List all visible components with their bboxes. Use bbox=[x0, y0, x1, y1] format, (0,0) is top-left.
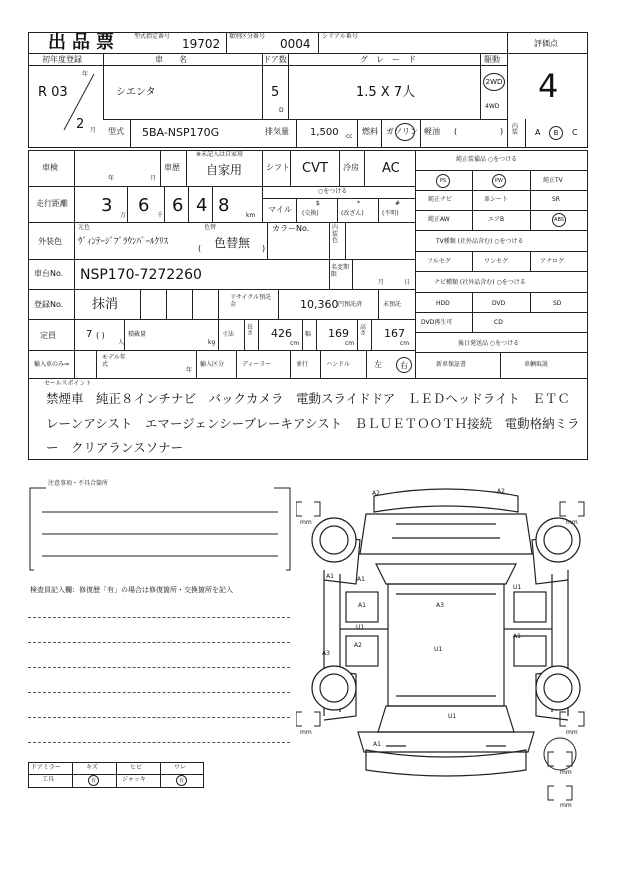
note-line bbox=[28, 742, 290, 743]
divider bbox=[262, 198, 415, 199]
damage-mark: A1 bbox=[326, 573, 334, 580]
divider bbox=[415, 352, 588, 353]
divider bbox=[28, 186, 415, 187]
divider bbox=[357, 119, 358, 148]
recycle-unit: 円預託済 bbox=[338, 301, 363, 308]
divider bbox=[472, 170, 473, 230]
history-value: 自家用 bbox=[206, 163, 243, 177]
km-unit: km bbox=[246, 212, 256, 219]
divider bbox=[329, 259, 330, 289]
mm-label: mm bbox=[560, 769, 572, 776]
divider bbox=[140, 289, 141, 319]
divider bbox=[262, 150, 263, 186]
genuine-navi: 純正ナビ bbox=[428, 196, 453, 203]
divider bbox=[226, 32, 227, 53]
note-line bbox=[28, 617, 290, 618]
divider bbox=[378, 198, 379, 222]
import-label: 輸入車のみ⇒ bbox=[34, 361, 70, 368]
displacement-value: 1,500 bbox=[310, 127, 339, 138]
divider bbox=[288, 53, 289, 119]
divider bbox=[339, 150, 340, 186]
dealer-option: ディーラー bbox=[242, 361, 272, 368]
mm-label: mm bbox=[300, 729, 312, 736]
ps-icon: PS bbox=[436, 174, 450, 188]
year-unit: 年 bbox=[82, 71, 89, 78]
damage-mark: U1 bbox=[434, 646, 443, 653]
divider bbox=[316, 319, 317, 350]
class-no: 0004 bbox=[280, 37, 311, 51]
mm-label: mm bbox=[566, 519, 578, 526]
jack-present-circled: 有 bbox=[176, 775, 187, 786]
height-cm: cm bbox=[400, 340, 410, 347]
sunroof: SR bbox=[552, 196, 560, 203]
divider bbox=[415, 332, 588, 333]
chassis-value: NSP170-7272260 bbox=[80, 267, 202, 283]
circle-note: ○をつける bbox=[318, 188, 348, 195]
divider bbox=[415, 271, 588, 272]
note-line bbox=[28, 692, 290, 693]
divider bbox=[28, 289, 415, 290]
class-label: 類別区分番号 bbox=[229, 33, 266, 40]
asterisk-mark: * bbox=[357, 200, 360, 207]
damage-mark: U1 bbox=[513, 584, 522, 591]
divider bbox=[420, 119, 421, 148]
divider bbox=[28, 259, 415, 260]
interior-c: C bbox=[572, 128, 578, 137]
color-change-label: 色替 bbox=[204, 224, 217, 231]
width-cm: cm bbox=[345, 340, 355, 347]
divider bbox=[525, 119, 526, 148]
paren-open: ( bbox=[454, 127, 458, 136]
divider bbox=[74, 150, 75, 378]
inspection-label: 車検 bbox=[42, 163, 58, 172]
damage-mark: A1 bbox=[513, 633, 521, 640]
registration-label: 登録No. bbox=[34, 300, 64, 309]
divider bbox=[244, 319, 245, 350]
shift-label: シフト bbox=[266, 163, 290, 172]
ac-label: 冷房 bbox=[343, 163, 359, 172]
divider bbox=[530, 292, 531, 312]
recycle-amount: 10,360 bbox=[300, 298, 339, 311]
legend-door-mirror: ドアミラー bbox=[31, 764, 61, 771]
load-label: 積載量 bbox=[128, 331, 147, 338]
divider bbox=[415, 251, 588, 252]
interior-label: 内装 bbox=[512, 123, 519, 136]
legend-tools: 工具 bbox=[42, 776, 55, 783]
drive-4wd: 4WD bbox=[485, 103, 500, 110]
model-year-label: モデル年式 bbox=[102, 354, 126, 369]
man-unit: 万 bbox=[120, 212, 127, 219]
type-label: 型式 bbox=[108, 127, 124, 136]
parallel-option: 並行 bbox=[296, 361, 309, 368]
damage-mark: A3 bbox=[322, 650, 330, 657]
tools-present-circled: 有 bbox=[88, 775, 99, 786]
doors-label: ドア数 bbox=[263, 55, 287, 64]
divider bbox=[415, 170, 588, 171]
model-spec-no: 19702 bbox=[182, 37, 221, 51]
name-change-label: 名変期限 bbox=[331, 264, 350, 279]
height-label: 高さ bbox=[360, 324, 367, 337]
mm-label: mm bbox=[560, 802, 572, 809]
divider bbox=[329, 222, 330, 259]
legend-break: ワレ bbox=[174, 764, 187, 771]
model-year-unit: 年 bbox=[186, 367, 193, 374]
recycle-label: リサイクル預託金 bbox=[230, 294, 272, 309]
tamper-label: (改ざん) bbox=[341, 210, 364, 217]
chassis-label: 車台No. bbox=[34, 269, 64, 278]
divider bbox=[124, 319, 125, 350]
damage-mark: A2 bbox=[497, 488, 505, 495]
divider bbox=[196, 350, 197, 378]
damage-mark: A1 bbox=[358, 602, 366, 609]
divider bbox=[186, 150, 187, 186]
divider bbox=[296, 119, 297, 148]
tv-title: TV種類 (社外品含む) ○をつける bbox=[436, 238, 524, 245]
registration-value: 抹消 bbox=[92, 297, 119, 312]
capacity-value: 7 bbox=[86, 329, 93, 340]
ac-value: AC bbox=[382, 161, 400, 176]
divider bbox=[352, 259, 353, 289]
color-paren-open: ( bbox=[198, 244, 202, 253]
doors-value: 5 bbox=[271, 85, 280, 100]
divider bbox=[103, 53, 104, 119]
divider bbox=[127, 186, 128, 222]
damage-mark: A1 bbox=[373, 741, 381, 748]
sd: SD bbox=[553, 300, 562, 307]
divider bbox=[218, 319, 219, 350]
damage-mark: U1 bbox=[356, 624, 365, 631]
fuel-value: ガソリン bbox=[386, 127, 418, 136]
handle-right-circled: 右 bbox=[396, 357, 412, 373]
divider bbox=[296, 198, 297, 222]
mileage-digit-5: 8 bbox=[218, 195, 230, 216]
history-note: ※未記入は自家用 bbox=[196, 151, 244, 158]
inspection-year-unit: 年 bbox=[108, 175, 115, 182]
divider bbox=[28, 53, 588, 54]
page-title: 出品票 bbox=[48, 32, 120, 53]
import-type-label: 輸入区分 bbox=[200, 361, 225, 368]
unknown-label: (不明) bbox=[382, 210, 399, 217]
divider bbox=[302, 319, 303, 350]
notes-title: 注意事項・不具合箇所 bbox=[48, 480, 109, 487]
displacement-label: 排気量 bbox=[265, 127, 289, 136]
rating-value: 4 bbox=[538, 67, 559, 105]
width-value: 169 bbox=[328, 327, 349, 340]
car-name: シエンタ bbox=[116, 87, 156, 98]
handle-left: 左 bbox=[374, 360, 382, 369]
kg-unit: kg bbox=[208, 339, 216, 346]
divider bbox=[212, 186, 213, 222]
divider bbox=[507, 32, 508, 148]
divider bbox=[415, 210, 588, 211]
sales-line-3: ー クリアランスソナー bbox=[46, 440, 184, 455]
interior-a: A bbox=[535, 128, 541, 137]
person-unit: 人 bbox=[118, 339, 125, 346]
rating-label: 評価点 bbox=[534, 39, 558, 48]
divider bbox=[290, 350, 291, 378]
divider bbox=[28, 222, 415, 223]
divider bbox=[164, 186, 165, 222]
capacity-paren: ( ) bbox=[96, 331, 105, 340]
damage-mark: A3 bbox=[436, 602, 444, 609]
capacity-label: 定員 bbox=[40, 331, 56, 340]
sales-line-1: 禁煙車 純正８インチナビ バックカメラ 電動スライドドア ＬＥＤヘッドライト ＥＴＣ bbox=[46, 391, 570, 406]
sales-title: セールスポイント bbox=[44, 380, 92, 387]
analog: アナログ bbox=[540, 258, 565, 265]
sales-line-2: レーンアシスト エマージェンシーブレーキアシスト ＢＬＵＥＴＯＯＴＨ接続 電動格納ミラ bbox=[46, 416, 580, 431]
pw-icon: PW bbox=[492, 174, 506, 188]
divider bbox=[378, 289, 379, 319]
door-type: D bbox=[279, 107, 284, 114]
oneseg: ワンセグ bbox=[484, 258, 509, 265]
note-line bbox=[28, 667, 290, 668]
genuine-title: 純正装備品 ○をつける bbox=[456, 156, 518, 163]
notes-bracket bbox=[28, 484, 292, 574]
divider bbox=[103, 119, 507, 120]
length-cm: cm bbox=[290, 340, 300, 347]
divider bbox=[337, 198, 338, 222]
hdd: HDD bbox=[436, 300, 450, 307]
divider bbox=[500, 352, 501, 378]
damage-mark: A1 bbox=[357, 576, 365, 583]
car-name-label: 車名 bbox=[155, 55, 203, 64]
note-line bbox=[28, 642, 290, 643]
fuel-circle-mark bbox=[395, 123, 415, 141]
fuel-label: 燃料 bbox=[362, 127, 378, 136]
hash-mark: # bbox=[395, 200, 401, 207]
length-value: 426 bbox=[271, 327, 292, 340]
inspector-note: 検査員記入欄：修復歴「有」の場合は修復箇所・交換箇所を記入 bbox=[30, 586, 233, 594]
drive-2wd-circled: 2WD bbox=[483, 73, 505, 91]
legend-jack: ジャッキ bbox=[122, 776, 146, 783]
legend-scratch: キズ bbox=[86, 764, 98, 771]
divider bbox=[28, 65, 507, 66]
interior-b-circled: B bbox=[549, 126, 563, 140]
divider bbox=[116, 762, 117, 788]
mileage-digit-3: 6 bbox=[172, 195, 184, 216]
original-color-value: ｳﾞｨﾝﾃｰｼﾞﾌﾞﾗｳﾝﾊﾟｰﾙｸﾘｽ bbox=[78, 237, 169, 247]
dims-label: 寸法 bbox=[222, 331, 235, 338]
serial-label: シリアル番号 bbox=[322, 33, 358, 40]
cc-unit: cc bbox=[346, 133, 353, 140]
exchange-label: (交換) bbox=[302, 210, 319, 217]
divider bbox=[415, 312, 588, 313]
abs-circled: ABS bbox=[552, 213, 566, 227]
exterior-label: 外装色 bbox=[38, 237, 62, 246]
genuine-tv: 純正TV bbox=[543, 177, 563, 184]
divider bbox=[357, 319, 358, 350]
first-reg-label: 初年度登録 bbox=[42, 55, 82, 64]
grade-value: 1.5 X 7人 bbox=[356, 85, 416, 100]
divider bbox=[262, 186, 263, 222]
mm-label: mm bbox=[566, 729, 578, 736]
divider bbox=[472, 251, 473, 271]
divider bbox=[345, 222, 346, 259]
mileage-label: 走行距離 bbox=[36, 199, 68, 208]
divider bbox=[318, 32, 319, 53]
divider bbox=[160, 150, 161, 186]
leather-seat: 革シート bbox=[484, 196, 509, 203]
divider bbox=[236, 350, 237, 378]
divider bbox=[530, 170, 531, 230]
damage-mark: A2 bbox=[354, 642, 362, 649]
original-color-label: 元色 bbox=[78, 224, 91, 231]
width-label: 幅 bbox=[305, 331, 312, 338]
name-change-day: 日 bbox=[404, 279, 411, 286]
warranty: 新車保証書 bbox=[436, 361, 467, 368]
height-value: 167 bbox=[384, 327, 405, 340]
grade-label: グレード bbox=[360, 55, 424, 64]
manual: 車輌取説 bbox=[524, 361, 549, 368]
dollar-mark: $ bbox=[316, 200, 320, 207]
model-spec-label: 型式指定番号 bbox=[134, 33, 171, 40]
divider bbox=[267, 222, 268, 259]
mileage-digit-2: 6 bbox=[138, 195, 150, 216]
divider bbox=[218, 289, 219, 319]
history-label: 車歴 bbox=[164, 163, 180, 172]
divider bbox=[415, 292, 588, 293]
divider bbox=[320, 350, 321, 378]
first-reg-month: 2 bbox=[76, 117, 85, 132]
fullseg: フルセグ bbox=[427, 258, 451, 265]
divider bbox=[28, 378, 588, 379]
name-change-month: 月 bbox=[378, 279, 385, 286]
divider bbox=[72, 762, 73, 788]
light-oil-label: 軽油 bbox=[424, 127, 440, 136]
dvd: DVD bbox=[492, 300, 506, 307]
divider bbox=[530, 251, 531, 271]
inspection-month-unit: 月 bbox=[150, 175, 157, 182]
divider bbox=[192, 289, 193, 319]
type-code: 5BA-NSP170G bbox=[142, 126, 220, 139]
after-title: 後日発送品 ○をつける bbox=[458, 340, 520, 347]
note-line bbox=[28, 717, 290, 718]
divider bbox=[160, 762, 161, 788]
damage-mark: U1 bbox=[448, 713, 457, 720]
recycle-unpaid: 未預託 bbox=[383, 301, 402, 308]
damage-mark: A2 bbox=[372, 490, 380, 497]
mile-label: マイル bbox=[268, 205, 292, 214]
divider bbox=[415, 150, 416, 378]
color-paren-close: ) bbox=[262, 244, 266, 253]
divider bbox=[364, 150, 365, 186]
divider bbox=[96, 350, 97, 378]
airbag: エアB bbox=[488, 216, 505, 223]
navi-title: ナビ種類 (社外品含む) ○をつける bbox=[434, 279, 526, 286]
handle-label: ハンドル bbox=[326, 361, 351, 368]
divider bbox=[290, 150, 291, 186]
mm-label: mm bbox=[300, 519, 312, 526]
dvd-play: DVD再生可 bbox=[421, 319, 453, 326]
first-reg-year: R 03 bbox=[38, 85, 68, 100]
length-label: 長さ bbox=[247, 324, 254, 337]
divider bbox=[258, 319, 259, 350]
interior-color-label: 内装色 bbox=[332, 224, 339, 245]
divider bbox=[480, 53, 481, 119]
divider bbox=[371, 319, 372, 350]
divider bbox=[278, 289, 279, 319]
divider bbox=[381, 119, 382, 148]
divider bbox=[415, 190, 588, 191]
divider bbox=[415, 230, 588, 231]
mileage-digit-1: 3 bbox=[101, 195, 113, 216]
legend-crack: ヒビ bbox=[130, 764, 143, 771]
divider bbox=[188, 186, 189, 222]
paren-close: ) bbox=[500, 127, 504, 136]
cd: CD bbox=[494, 319, 503, 326]
drive-label: 駆動 bbox=[484, 55, 500, 64]
sen-unit: 千 bbox=[157, 212, 164, 219]
shift-value: CVT bbox=[302, 161, 328, 176]
genuine-aw: 純正AW bbox=[428, 216, 450, 223]
mileage-digit-4: 4 bbox=[196, 195, 208, 216]
month-unit: 月 bbox=[90, 127, 97, 134]
divider bbox=[130, 119, 131, 148]
color-no-label: カラーNo. bbox=[272, 224, 310, 233]
divider bbox=[28, 350, 415, 351]
car-diagram bbox=[296, 484, 596, 814]
divider bbox=[166, 289, 167, 319]
color-change-value: 色替無 bbox=[214, 236, 251, 250]
divider bbox=[366, 350, 367, 378]
